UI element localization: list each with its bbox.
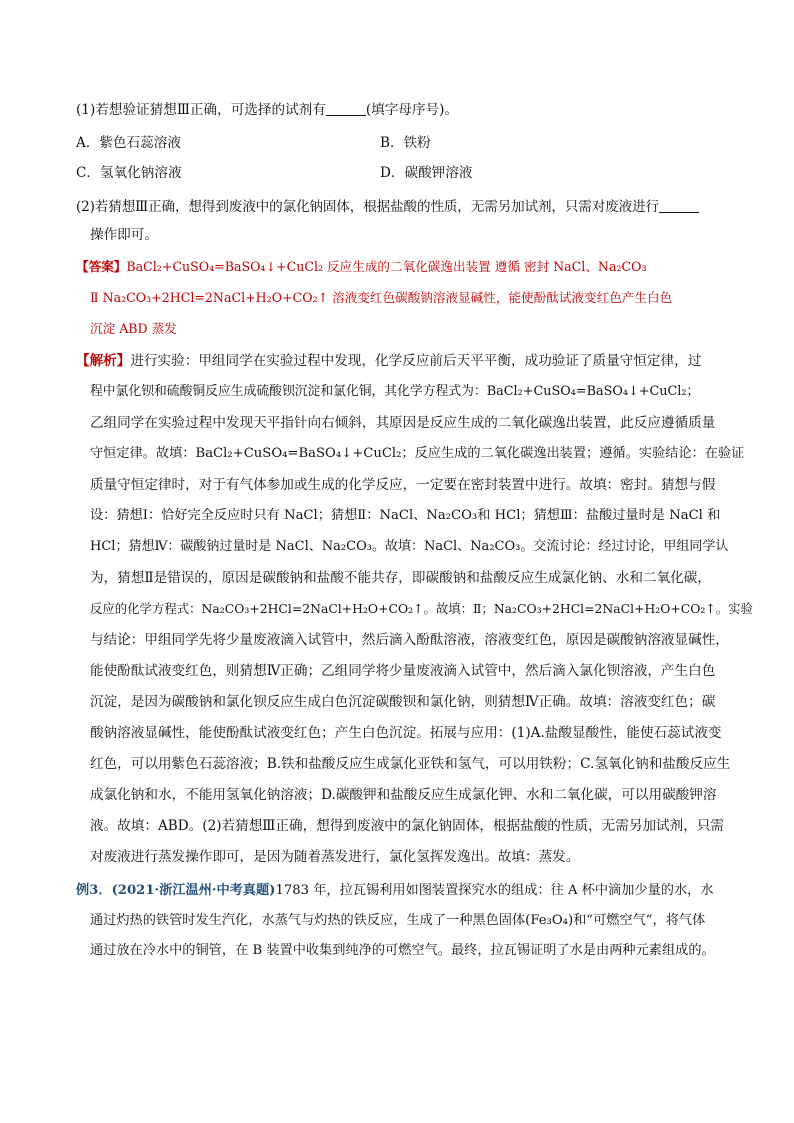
answer-tag: 【答案】: [76, 259, 127, 274]
analysis-line-11: 能使酚酞试液变红色，则猜想Ⅳ正确；乙组同学将少量废液滴入试管中，然后滴入氯化钡溶液，产生白色: [90, 663, 716, 679]
q1-stem-prefix: (1)若想验证猜想Ⅲ正确，可选择的试剂有: [76, 102, 326, 118]
analysis-line-12: 沉淀，是因为碳酸钠和氯化钡反应生成白色沉淀碳酸钡和氯化钠，则猜想Ⅳ正确。故填：溶液变红色；碳: [90, 694, 716, 710]
analysis-line-8: 为，猜想Ⅱ是错误的，原因是碳酸钠和盐酸不能共存，即碳酸钠和盐酸反应生成氯化钠、水和二氧化碳，: [90, 570, 711, 586]
example3-line-1: [76, 882, 714, 900]
analysis-line-17: 对废液进行蒸发操作即可，是因为随着蒸发进行，氯化氢挥发逸出。故填：蒸发。: [90, 849, 580, 865]
example3-line-3: 通过放在冷水中的铜管，在 B 装置中收集到纯净的可燃空气。最终，拉瓦锡证明了水是由两种元素组成的。: [90, 943, 715, 958]
q1-stem-suffix: (填字母序号)。: [365, 102, 459, 118]
q1-option-d: D．碳酸钾溶液: [380, 165, 473, 181]
answer-line-1: [76, 258, 647, 276]
example3-text-1: 1783 年，拉瓦锡利用如图装置探究水的组成：往 A 杯中滴加少量的水，水: [275, 883, 714, 898]
analysis-line-1: [76, 352, 701, 370]
example3-label: 例3．: [76, 883, 112, 898]
analysis-line-9: 反应的化学方程式：Na₂CO₃+2HCl=2NaCl+H₂O+CO₂↑。故填：Ⅱ；Na₂CO₃+2HCl=2NaCl+H₂O+CO₂↑。实验: [90, 601, 753, 616]
q1-option-b: B．铁粉: [380, 135, 431, 151]
answer-text-1: BaCl₂+CuSO₄=BaSO₄↓+CuCl₂ 反应生成的二氧化碳逸出装置 遵循 密封 NaCl、Na₂CO₃: [126, 259, 647, 274]
q1-stem: [76, 101, 458, 119]
example3-line-2: 通过灼热的铁管时发生汽化，水蒸气与灼热的铁反应，生成了一种黑色固体(Fe₃O₄)和“可燃空气”，将气体: [90, 913, 706, 928]
q1-option-c: C．氢氧化钠溶液: [76, 165, 182, 181]
q2-line-2: 操作即可。: [90, 227, 158, 243]
analysis-line-3: 乙组同学在实验过程中发现天平指针向右倾斜，其原因是反应生成的二氧化碳逸出装置，此反应遵循质量: [90, 415, 716, 431]
q2-text-1: (2)若猜想Ⅲ正确，想得到废液中的氯化钠固体，根据盐酸的性质，无需另加试剂，只需对废液进行: [76, 199, 659, 215]
analysis-line-5: 质量守恒定律时，对于有气体参加或生成的化学反应，一定要在密封装置中进行。故填：密封。猜想与假: [90, 477, 716, 493]
q2-line-1: [76, 198, 699, 216]
answer-line-2: Ⅱ Na₂CO₃+2HCl=2NaCl+H₂O+CO₂↑ 溶液变红色碳酸钠溶液显碱性，能使酚酞试液变红色产生白色: [90, 290, 673, 305]
analysis-line-13: 酸钠溶液显碱性，能使酚酞试液变红色；产生白色沉淀。拓展与应用：(1)A.盐酸显酸性，能使石蕊试液变: [90, 725, 722, 741]
q2-answer-blank: [659, 198, 699, 213]
analysis-line-16: 液。故填：ABD。(2)若猜想Ⅲ正确，想得到废液中的氯化钠固体，根据盐酸的性质，无需另加试剂，只需: [90, 818, 725, 834]
analysis-text-1: 进行实验：甲组同学在实验过程中发现，化学反应前后天平平衡，成功验证了质量守恒定律，过: [130, 353, 702, 369]
analysis-line-14: 红色，可以用紫色石蕊溶液；B.铁和盐酸反应生成氯化亚铁和氢气，可以用铁粉；C.氢氧化钠和盐酸反应生: [90, 756, 731, 772]
example3-source: (2021·浙江温州·中考真题): [111, 883, 276, 898]
analysis-line-10: 与结论：甲组同学先将少量废液滴入试管中，然后滴入酚酞溶液，溶液变红色，原因是碳酸钠溶液显碱性，: [90, 632, 729, 648]
analysis-line-4: 守恒定律。故填：BaCl₂+CuSO₄=BaSO₄↓+CuCl₂；反应生成的二氧化碳逸出装置；遵循。实验结论：在验证: [90, 446, 745, 461]
analysis-tag: 【解析】: [76, 353, 131, 369]
analysis-line-15: 成氯化钠和水，不能用氢氧化钠溶液；D.碳酸钾和盐酸反应生成氯化钾、水和二氧化碳，可以用碳酸钾溶: [90, 787, 717, 803]
q1-option-a: A．紫色石蕊溶液: [76, 135, 181, 151]
analysis-line-2: 程中氯化钡和硫酸铜反应生成硫酸钡沉淀和氯化铜，其化学方程式为：BaCl₂+CuSO₄=BaSO₄↓+CuCl₂；: [90, 384, 700, 399]
analysis-line-6: 设：猜想Ⅰ：恰好完全反应时只有 NaCl；猜想Ⅱ：NaCl、Na₂CO₃和 HCl；猜想Ⅲ：盐酸过量时是 NaCl 和: [90, 508, 721, 523]
q1-answer-blank: [326, 101, 366, 116]
analysis-line-7: HCl；猜想Ⅳ：碳酸钠过量时是 NaCl、Na₂CO₃。故填：NaCl、Na₂CO₃。交流讨论：经过讨论，甲组同学认: [90, 539, 729, 554]
answer-line-3: 沉淀 ABD 蒸发: [90, 321, 177, 336]
